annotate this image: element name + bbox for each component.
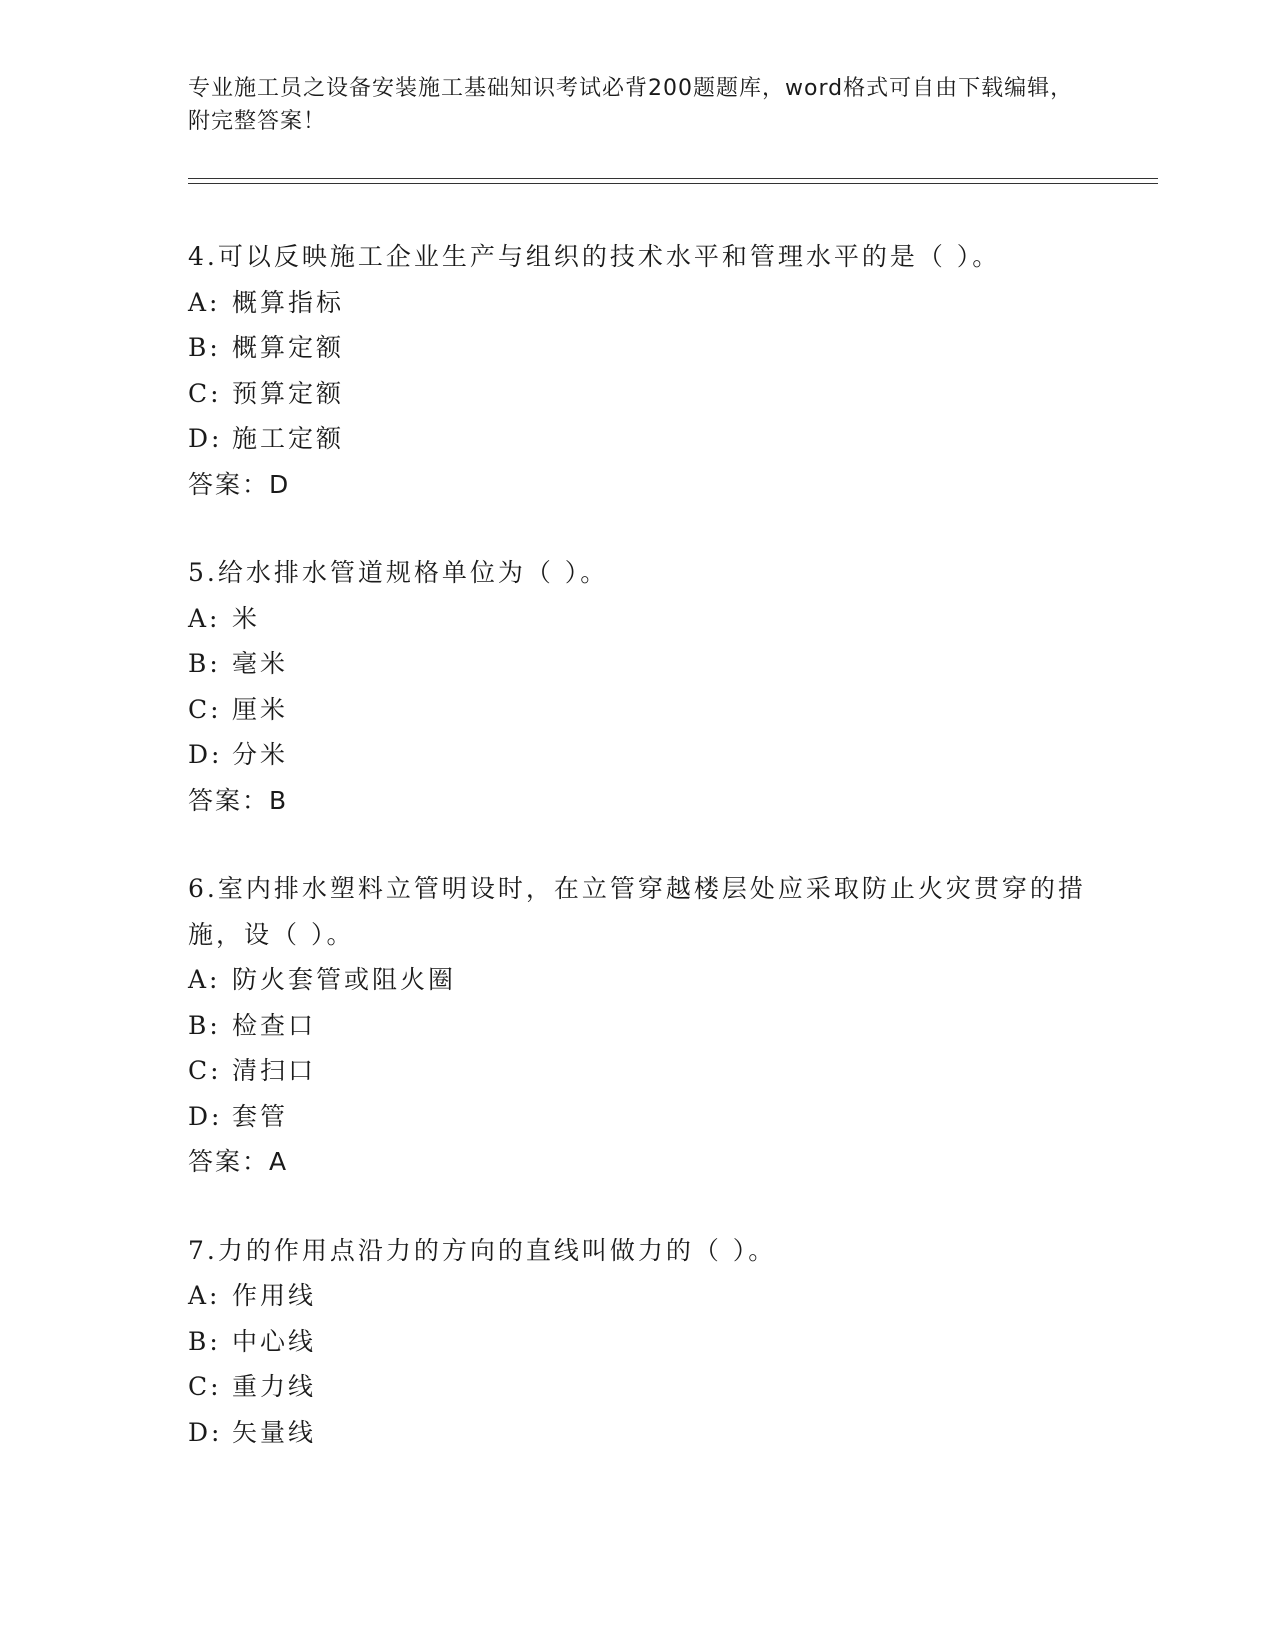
option-c [188,1048,1088,1094]
answer-line: 答案：D [188,469,291,499]
option-text: 防火套管或阻火圈 [232,965,457,994]
option-text: 毫米 [232,649,289,678]
option-text: 米 [232,603,261,633]
option-letter: D: [188,740,223,769]
option-letter: A: [188,965,221,994]
option-letter: A: [188,603,221,633]
option-text: 概算指标 [232,287,345,317]
question-6 [188,866,1088,1185]
answer-line: 答案：A [188,1147,289,1176]
option-b [188,1003,1088,1049]
option-text: 施工定额 [232,424,345,453]
answer-line: 答案：B [188,785,289,815]
option-text: 清扫口 [232,1056,317,1085]
option-letter: C: [188,1372,222,1401]
option-letter: B: [188,1010,221,1040]
option-text: 检查口 [232,1010,317,1040]
option-text: 厘米 [232,694,289,724]
option-c [188,371,1088,417]
document-header: 专业施工员之设备安装施工基础知识考试必背200题题库，word格式可自由下载编辑，附完整答案！ [188,76,1074,134]
question-stem: 5.给水排水管道规格单位为（ ）。 [188,558,609,587]
option-text: 作用线 [232,1281,317,1310]
question-stem: 7.力的作用点沿力的方向的直线叫做力的（ ）。 [188,1235,777,1265]
option-letter: D: [188,424,223,453]
question-stem: 4.可以反映施工企业生产与组织的技术水平和管理水平的是（ ）。 [188,242,1001,271]
option-letter: C: [188,694,222,724]
option-letter: A: [188,287,221,317]
option-text: 中心线 [232,1326,317,1356]
option-a [188,957,1088,1003]
question-stem: 6.室内排水塑料立管明设时，在立管穿越楼层处应采取防止火灾贯穿的措施，设（ ）。 [188,874,1086,949]
option-c [188,1364,1088,1410]
header-divider [188,178,1158,184]
option-text: 预算定额 [232,378,345,408]
option-c [188,687,1088,733]
option-d [188,1094,1088,1140]
option-a [188,596,1088,642]
option-letter: D: [188,1101,223,1131]
option-letter: C: [188,1056,222,1085]
option-letter: B: [188,1326,221,1356]
option-text: 矢量线 [232,1417,317,1447]
option-b [188,1319,1088,1365]
question-5 [188,550,1088,823]
option-letter: C: [188,378,222,408]
option-letter: D: [188,1417,223,1447]
option-text: 重力线 [232,1372,317,1401]
option-text: 概算定额 [232,333,345,362]
option-letter: B: [188,333,221,362]
option-d [188,1410,1088,1456]
option-b [188,325,1088,371]
option-letter: B: [188,649,221,678]
option-letter: A: [188,1281,221,1310]
question-4 [188,234,1088,507]
question-7 [188,1228,1088,1456]
option-text: 分米 [232,740,289,769]
option-a [188,280,1088,326]
option-b [188,641,1088,687]
option-a [188,1273,1088,1319]
question-list [188,234,1088,1498]
option-d [188,416,1088,462]
option-text: 套管 [232,1101,289,1131]
option-d [188,732,1088,778]
